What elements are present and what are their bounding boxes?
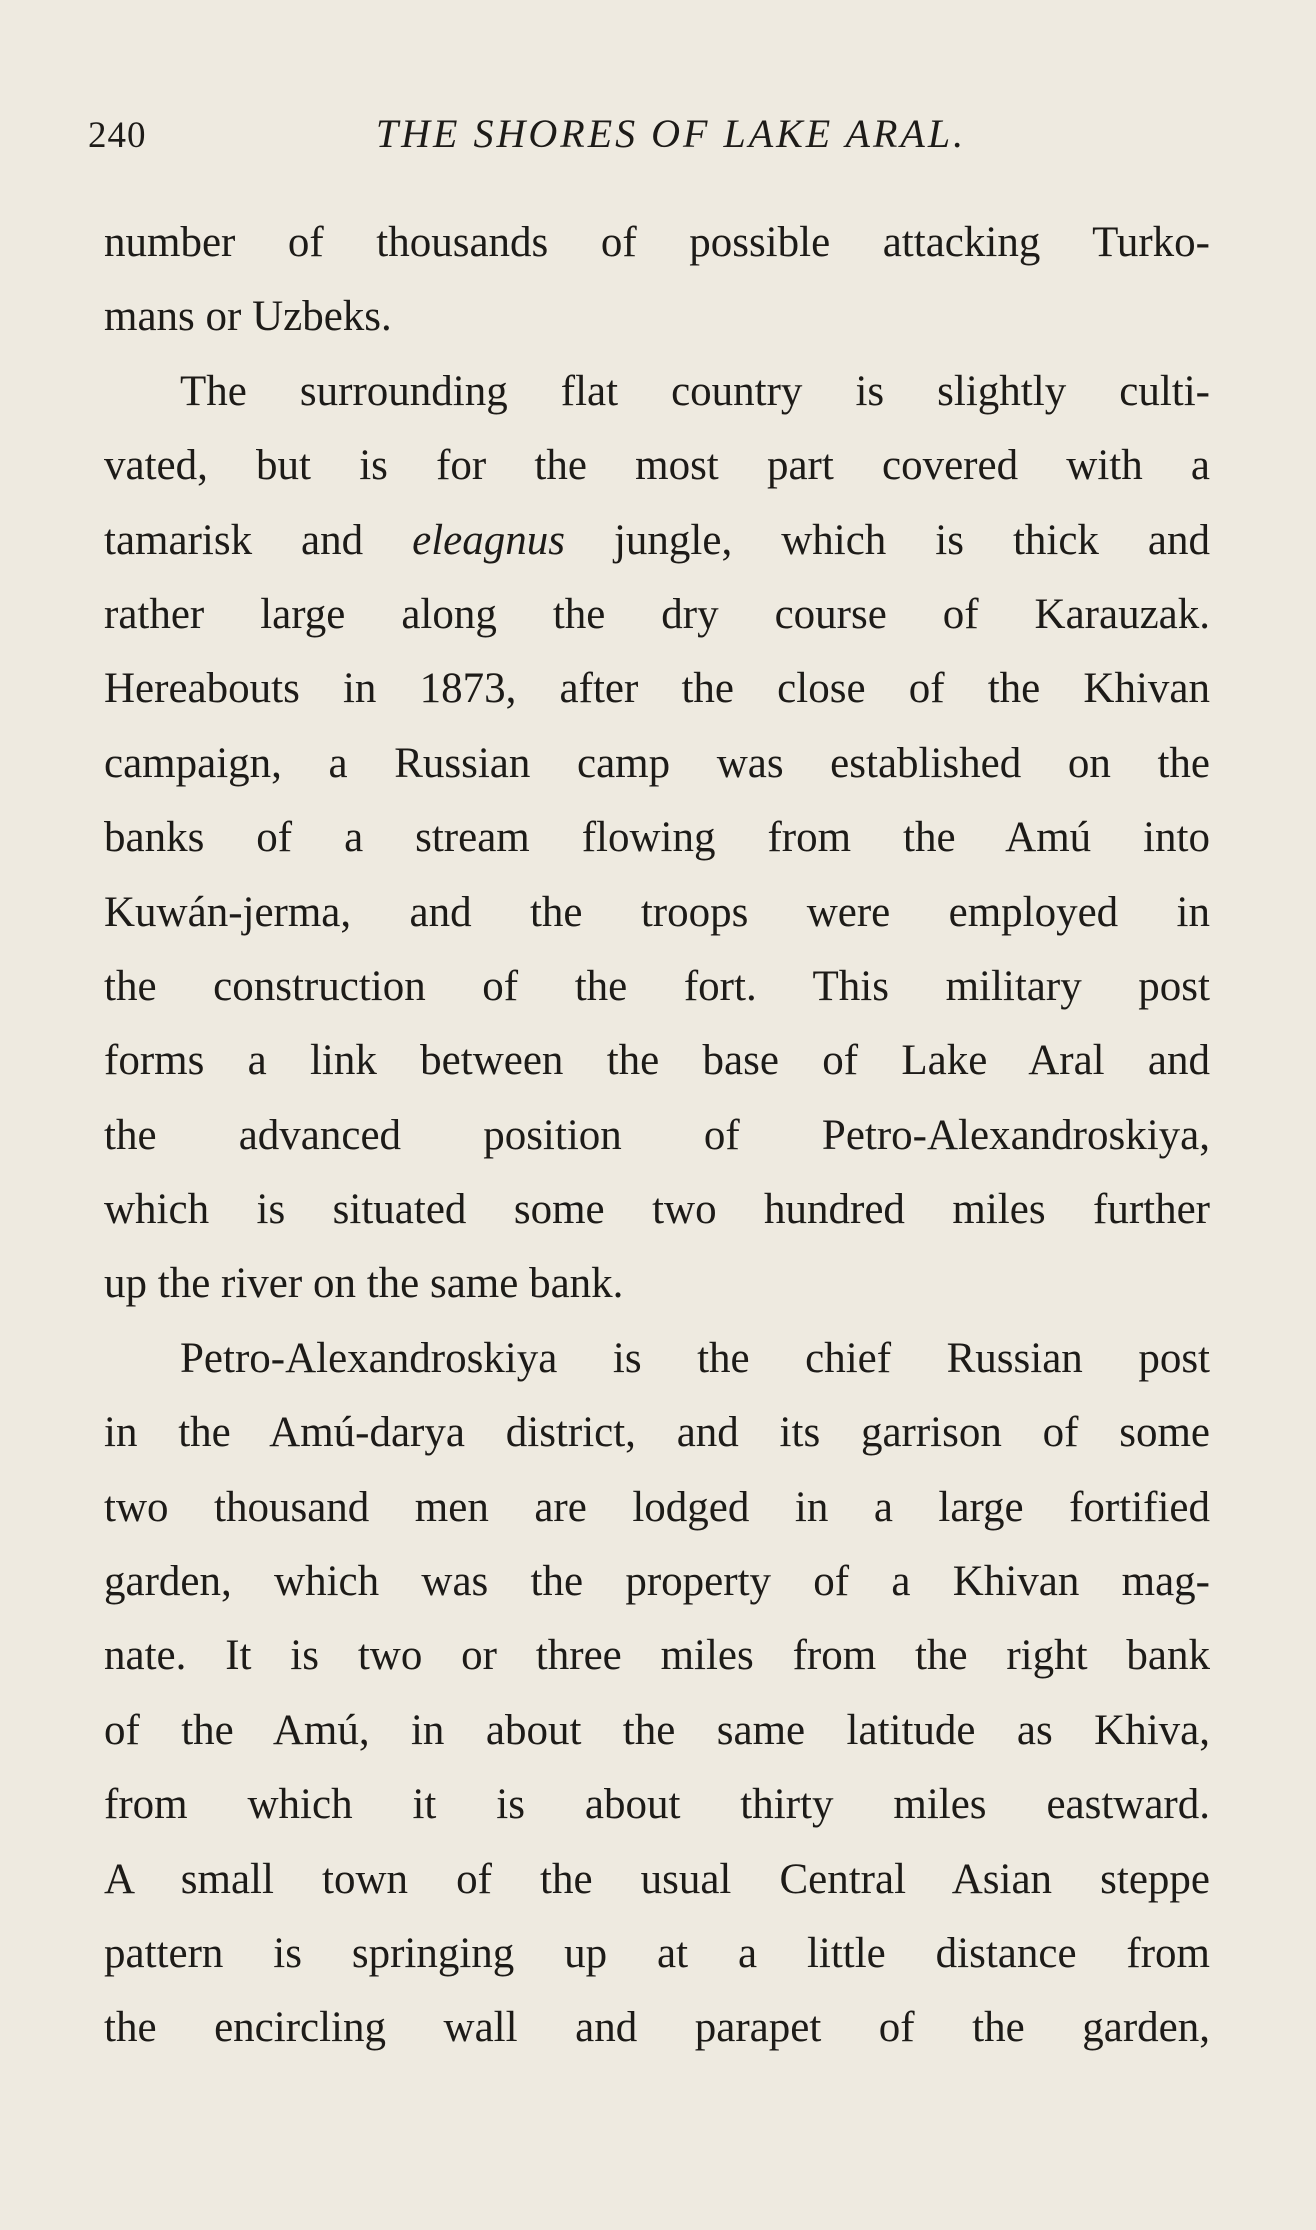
text-line: A small town of the usual Central Asian steppe — [104, 1855, 1210, 1903]
text-line: up the river on the same bank. — [104, 1260, 624, 1308]
text-line: two thousand men are lodged in a large fortified — [104, 1483, 1210, 1531]
text-line: garden, which was the property of a Khivan mag- — [104, 1558, 1210, 1606]
text-line: of the Amú, in about the same latitude as Khiva, — [104, 1706, 1210, 1754]
body-text — [104, 206, 1210, 2066]
text-line: banks of a stream flowing from the Amú into — [104, 814, 1210, 862]
text-line: mans or Uzbeks. — [104, 293, 392, 341]
text-line: in the Amú-darya district, and its garrison of some — [104, 1409, 1210, 1457]
text-line: which is situated some two hundred miles further — [104, 1186, 1210, 1234]
text-line: rather large along the dry course of Karauzak. — [104, 590, 1210, 638]
text-line: the encircling wall and parapet of the garden, — [104, 2004, 1210, 2052]
text-line: from which it is about thirty miles eastward. — [104, 1781, 1210, 1829]
italic-term: eleagnus — [412, 516, 565, 564]
text-line: Hereabouts in 1873, after the close of the Khivan — [104, 665, 1210, 713]
text-line: the advanced position of Petro-Alexandroskiya, — [104, 1111, 1210, 1159]
page-header — [0, 110, 1316, 166]
text-line — [104, 504, 1210, 578]
text-segment: jungle, which is thick and — [565, 516, 1211, 564]
text-line: nate. It is two or three miles from the right bank — [104, 1632, 1210, 1680]
text-line: the construction of the fort. This military post — [104, 962, 1210, 1010]
text-segment: tamarisk and — [104, 516, 413, 564]
page-number: 240 — [88, 115, 147, 156]
text-line: Petro-Alexandroskiya is the chief Russian post — [180, 1334, 1210, 1382]
text-line: pattern is springing up at a little distance from — [104, 1929, 1210, 1977]
text-line: Kuwán-jerma, and the troops were employed in — [104, 888, 1210, 936]
running-title: THE SHORES OF LAKE ARAL. — [375, 111, 967, 156]
text-line: forms a link between the base of Lake Aral and — [104, 1037, 1210, 1085]
text-line: vated, but is for the most part covered with a — [104, 442, 1210, 490]
text-line: campaign, a Russian camp was established on the — [104, 739, 1210, 787]
text-line: number of thousands of possible attacking Turko- — [104, 219, 1210, 266]
text-line: The surrounding flat country is slightly culti- — [180, 367, 1210, 415]
